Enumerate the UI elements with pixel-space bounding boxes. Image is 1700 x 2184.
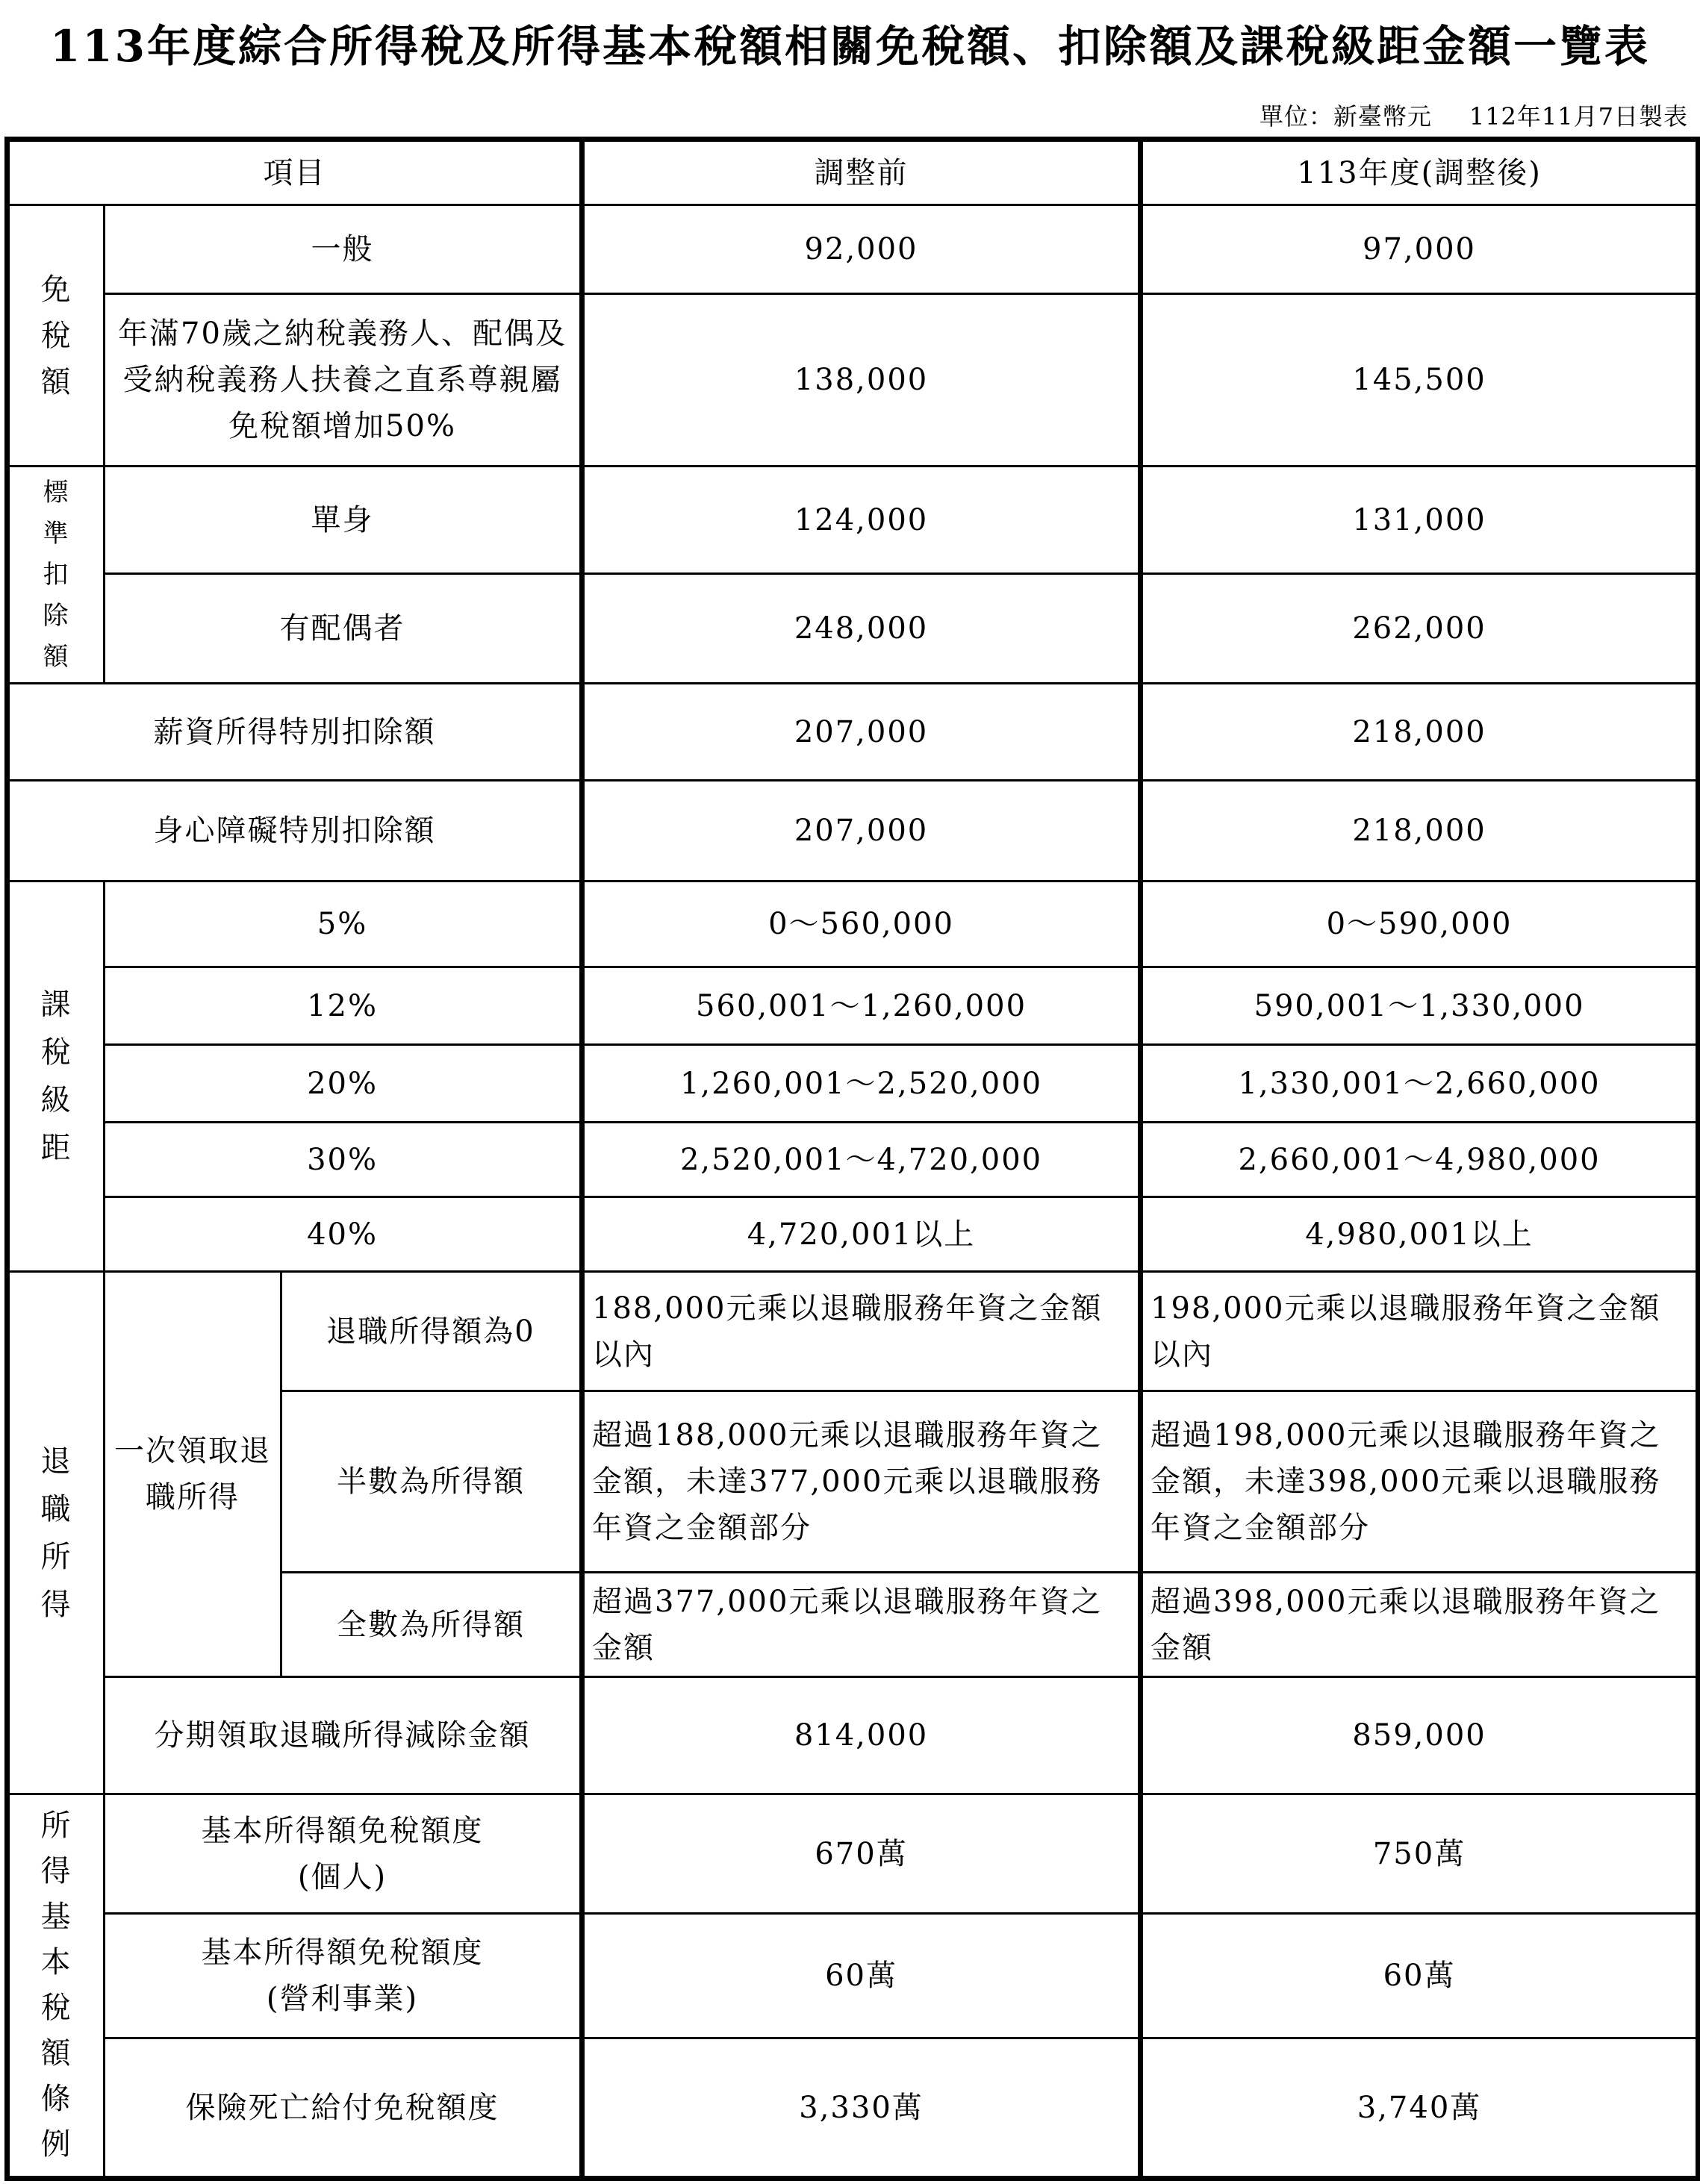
row-after: 750萬 (1141, 1794, 1699, 1914)
row-rate: 5% (105, 882, 582, 967)
row-after: 60萬 (1141, 1914, 1699, 2038)
tax-table (4, 137, 1700, 2181)
row-before: 138,000 (582, 294, 1141, 467)
row-before: 207,000 (582, 781, 1141, 882)
row-before: 124,000 (582, 467, 1141, 574)
table-row (7, 205, 1699, 294)
row-item: 基本所得額免稅額度 (營利事業) (105, 1914, 582, 2038)
row-before: 188,000元乘以退職服務年資之金額以內 (582, 1272, 1141, 1391)
standard-deduction-label: 標 準 扣 除 額 (7, 467, 105, 684)
row-after: 2,660,001～4,980,000 (1141, 1123, 1699, 1197)
unit-label: 單位：新臺幣元 (1259, 102, 1432, 131)
row-after: 超過198,000元乘以退職服務年資之金額，未達398,000元乘以退職服務年資之金額部分 (1141, 1391, 1699, 1573)
table-row (7, 882, 1699, 967)
table-header-row (7, 140, 1699, 205)
row-before: 超過188,000元乘以退職服務年資之金額，未達377,000元乘以退職服務年資之金額部分 (582, 1391, 1141, 1573)
table-row (7, 1045, 1699, 1123)
made-date: 112年11月7日製表 (1469, 102, 1688, 131)
row-item: 退職所得額為0 (281, 1272, 582, 1391)
unit-note (1260, 100, 1688, 133)
row-after: 3,740萬 (1141, 2038, 1699, 2179)
table-row (7, 1914, 1699, 2038)
table-row (7, 1677, 1699, 1794)
row-before: 4,720,001以上 (582, 1197, 1141, 1272)
row-before: 3,330萬 (582, 2038, 1141, 2179)
page-title: 113年度綜合所得稅及所得基本稅額相關免稅額、扣除額及課稅級距金額一覽表 (49, 21, 1651, 72)
row-item: 薪資所得特別扣除額 (7, 684, 582, 781)
row-before: 60萬 (582, 1914, 1141, 2038)
header-item: 項目 (7, 140, 582, 205)
row-item: 單身 (105, 467, 582, 574)
row-rate: 12% (105, 967, 582, 1045)
basic-tax-label: 所 得 基 本 稅 額 條 例 (7, 1794, 105, 2179)
row-after: 4,980,001以上 (1141, 1197, 1699, 1272)
row-before: 92,000 (582, 205, 1141, 294)
row-item: 保險死亡給付免稅額度 (105, 2038, 582, 2179)
row-after: 145,500 (1141, 294, 1699, 467)
table-row (7, 467, 1699, 574)
row-before: 2,520,001～4,720,000 (582, 1123, 1141, 1197)
table-row (7, 574, 1699, 684)
row-after: 859,000 (1141, 1677, 1699, 1794)
row-after: 1,330,001～2,660,000 (1141, 1045, 1699, 1123)
row-before: 207,000 (582, 684, 1141, 781)
row-item: 半數為所得額 (281, 1391, 582, 1573)
row-after: 590,001～1,330,000 (1141, 967, 1699, 1045)
row-item: 一般 (105, 205, 582, 294)
table-row (7, 1197, 1699, 1272)
row-item: 分期領取退職所得減除金額 (105, 1677, 582, 1794)
row-before: 814,000 (582, 1677, 1141, 1794)
row-rate: 30% (105, 1123, 582, 1197)
row-after: 97,000 (1141, 205, 1699, 294)
table-row (7, 781, 1699, 882)
table-row (7, 1794, 1699, 1914)
row-item: 身心障礙特別扣除額 (7, 781, 582, 882)
row-item: 有配偶者 (105, 574, 582, 684)
row-before: 超過377,000元乘以退職服務年資之金額 (582, 1573, 1141, 1677)
row-after: 198,000元乘以退職服務年資之金額以內 (1141, 1272, 1699, 1391)
row-after: 218,000 (1141, 781, 1699, 882)
brackets-label: 課 稅 級 距 (7, 882, 105, 1272)
header-after: 113年度(調整後) (1141, 140, 1699, 205)
table-row (7, 1123, 1699, 1197)
row-item: 年滿70歲之納稅義務人、配偶及受納稅義務人扶養之直系尊親屬免稅額增加50% (105, 294, 582, 467)
row-before: 1,260,001～2,520,000 (582, 1045, 1141, 1123)
row-after: 262,000 (1141, 574, 1699, 684)
table-row (7, 294, 1699, 467)
row-before: 0～560,000 (582, 882, 1141, 967)
table-row (7, 2038, 1699, 2179)
row-before: 560,001～1,260,000 (582, 967, 1141, 1045)
row-after: 超過398,000元乘以退職服務年資之金額 (1141, 1573, 1699, 1677)
row-before: 670萬 (582, 1794, 1141, 1914)
row-rate: 40% (105, 1197, 582, 1272)
row-item: 基本所得額免稅額度 (個人) (105, 1794, 582, 1914)
table-row (7, 967, 1699, 1045)
table-row (7, 684, 1699, 781)
row-before: 248,000 (582, 574, 1141, 684)
exemption-label: 免 稅 額 (7, 205, 105, 467)
row-after: 218,000 (1141, 684, 1699, 781)
row-rate: 20% (105, 1045, 582, 1123)
row-after: 131,000 (1141, 467, 1699, 574)
retirement-label: 退 職 所 得 (7, 1272, 105, 1794)
row-after: 0～590,000 (1141, 882, 1699, 967)
lump-sum-label: 一次領取退職所得 (105, 1272, 281, 1677)
row-item: 全數為所得額 (281, 1573, 582, 1677)
table-row (7, 1272, 1699, 1391)
header-before: 調整前 (582, 140, 1141, 205)
